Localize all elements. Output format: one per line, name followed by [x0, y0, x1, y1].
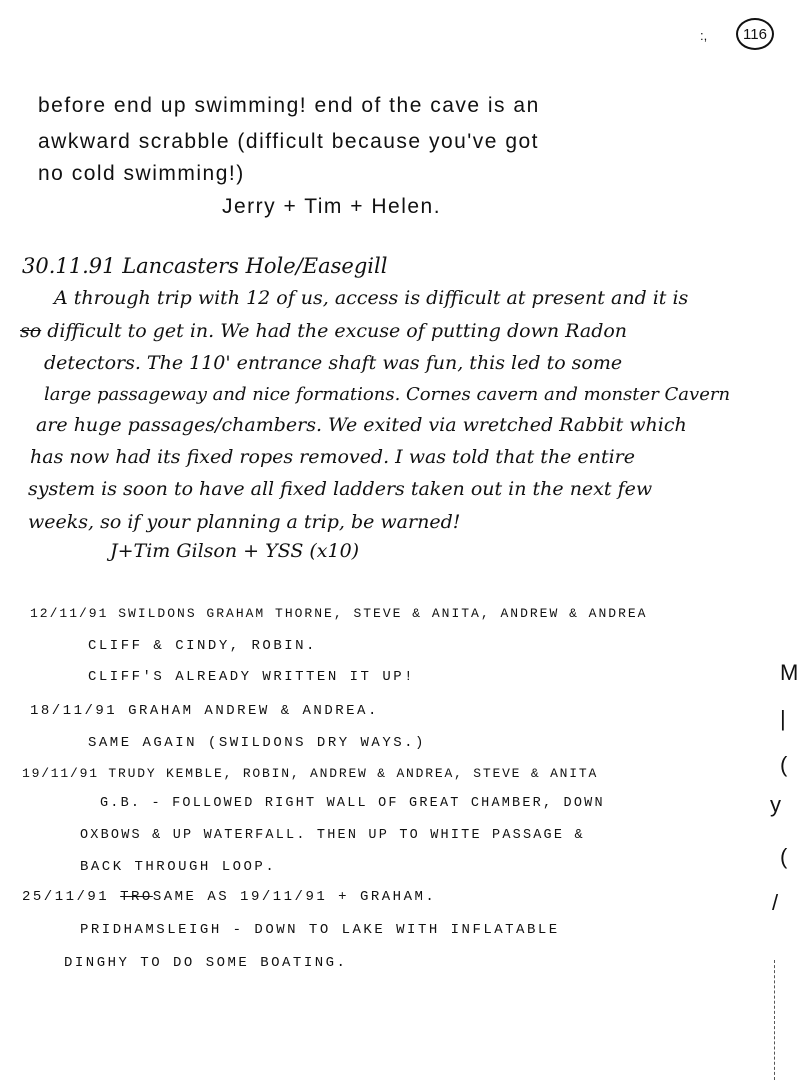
entry3-line-5: SAME AGAIN (SWILDONS DRY WAYS.) — [88, 735, 426, 751]
edge-fragment: y — [770, 792, 781, 817]
struck-word: so — [20, 320, 42, 342]
entry3-line-4: 18/11/91 GRAHAM ANDREW & ANDREA. — [30, 703, 379, 719]
edge-fragment: M — [780, 660, 798, 685]
entry2-line-5: are huge passages/chambers. We exited via wretched Rabbit which — [36, 414, 687, 436]
entry3-line-12: DINGHY TO DO SOME BOATING. — [64, 955, 348, 971]
entry1-line-3: no cold swimming!) — [38, 162, 245, 185]
entry3-line-8: OXBOWS & UP WATERFALL. THEN UP TO WHITE PASSAGE & — [80, 828, 585, 843]
entry3-line-9: BACK THROUGH LOOP. — [80, 859, 277, 875]
corner-mark: :, — [700, 28, 708, 43]
entry1-signature: Jerry + Tim + Helen. — [222, 195, 442, 218]
entry2-line-2: so difficult to get in. We had the excuse of putting down Radon — [20, 320, 628, 342]
entry2-heading: 30.11.91 Lancasters Hole/Easegill — [22, 254, 388, 278]
edge-fragment: | — [780, 706, 786, 731]
entry3-line-7: G.B. - FOLLOWED RIGHT WALL OF GREAT CHAMBER, DOWN — [100, 796, 605, 811]
entry3-line-11: PRIDHAMSLEIGH - DOWN TO LAKE WITH INFLATABLE — [80, 922, 560, 938]
entry2-line-7: system is soon to have all fixed ladders taken out in the next few — [28, 478, 653, 500]
entry2-line-1: A through trip with 12 of us, access is difficult at present and it is — [54, 287, 689, 309]
page-edge-line — [774, 960, 776, 1080]
edge-fragment: / — [772, 890, 779, 915]
entry2-line-4: large passageway and nice formations. Cornes cavern and monster Cavern — [44, 384, 731, 405]
entry2-signature: J+Tim Gilson + YSS (x10) — [110, 540, 360, 562]
entry3-line-3: CLIFF'S ALREADY WRITTEN IT UP! — [88, 669, 416, 685]
struck-word: TRO — [120, 889, 153, 905]
edge-fragment: ( — [780, 844, 788, 869]
edge-fragment: ( — [780, 752, 788, 777]
entry3-line-6: 19/11/91 TRUDY KEMBLE, ROBIN, ANDREW & ANDREA, STEVE & ANITA — [22, 766, 599, 781]
entry2-line-8: weeks, so if your planning a trip, be warned! — [28, 511, 461, 533]
entry2-line-6: has now had its fixed ropes removed. I was told that the entire — [30, 446, 635, 468]
entry3-line-2: CLIFF & CINDY, ROBIN. — [88, 638, 317, 654]
page-number: 116 — [736, 18, 774, 50]
entry3-line-1: 12/11/91 SWILDONS GRAHAM THORNE, STEVE & ANITA, ANDREW & ANDREA — [30, 606, 648, 621]
entry2-line-3: detectors. The 110' entrance shaft was fun, this led to some — [44, 352, 623, 374]
entry1-line-2: awkward scrabble (difficult because you've got — [38, 130, 540, 153]
entry3-line-10: 25/11/91 TROSAME AS 19/11/91 + GRAHAM. — [22, 889, 437, 905]
entry1-line-1: before end up swimming! end of the cave is an — [38, 94, 540, 117]
